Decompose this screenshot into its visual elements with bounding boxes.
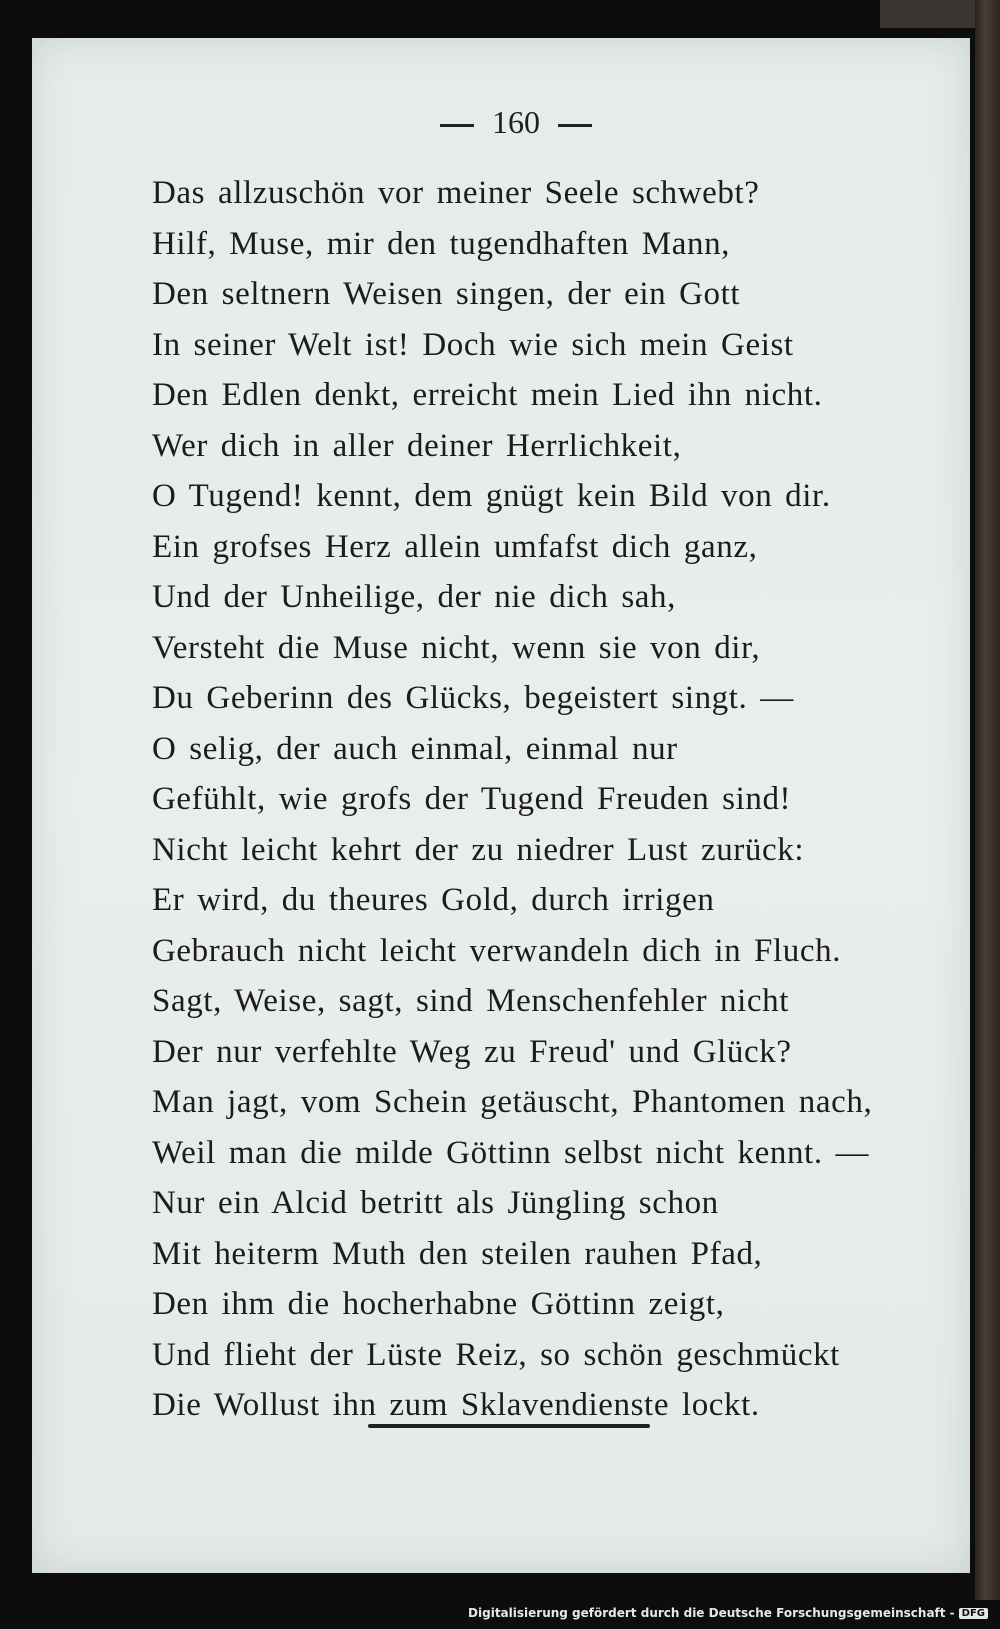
verse-line: Der nur verfehlte Weg zu Freud' und Glück?	[152, 1033, 792, 1070]
verse-line: Sagt, Weise, sagt, sind Menschenfehler nicht	[152, 983, 789, 1019]
verse-line: Du Geberinn des Glücks, begeistert singt. —	[152, 680, 794, 716]
verse-line: Die Wollust ihn zum Sklavendienste lockt.	[152, 1387, 760, 1423]
verse-line: Ein grofses Herz allein umfafst dich ganz,	[152, 528, 758, 565]
book-edge-right	[975, 0, 1000, 1600]
verse-line: Den Edlen denkt, erreicht mein Lied ihn nicht.	[152, 377, 823, 413]
page-number-value: 160	[492, 104, 540, 140]
verse-line: Man jagt, vom Schein getäuscht, Phantomen nach,	[152, 1084, 873, 1120]
verse-line: Gefühlt, wie grofs der Tugend Freuden sind!	[152, 781, 792, 817]
digitization-credit	[468, 1606, 988, 1620]
verse-line: Den ihm die hocherhabne Göttinn zeigt,	[152, 1286, 725, 1322]
verse-line: O selig, der auch einmal, einmal nur	[152, 730, 678, 767]
verse-line: Hilf, Muse, mir den tugendhaften Mann,	[152, 225, 731, 262]
dfg-logo: DFG	[959, 1608, 988, 1619]
verse-line: Er wird, du theures Gold, durch irrigen	[152, 882, 715, 918]
verse-line: Nur ein Alcid betritt als Jüngling schon	[152, 1185, 719, 1221]
verse-line: Wer dich in aller deiner Herrlichkeit,	[152, 427, 682, 464]
verse-line: Gebrauch nicht leicht verwandeln dich in Fluch.	[152, 932, 842, 969]
poem-text	[152, 168, 932, 1431]
verse-line: Den seltnern Weisen singen, der ein Gott	[152, 276, 741, 312]
page-number-dash-right	[558, 124, 592, 127]
page-number-dash-left	[440, 124, 474, 127]
digitization-credit-text: Digitalisierung gefördert durch die Deutsche Forschungsgemeinschaft -	[468, 1606, 955, 1620]
verse-line: Das allzuschön vor meiner Seele schwebt?	[152, 175, 760, 211]
verse-line: Versteht die Muse nicht, wenn sie von dir,	[152, 629, 761, 666]
verse-line: Und der Unheilige, der nie dich sah,	[152, 579, 676, 615]
verse-line: In seiner Welt ist! Doch wie sich mein Geist	[152, 326, 794, 363]
verse-line: Mit heiterm Muth den steilen rauhen Pfad,	[152, 1235, 763, 1272]
page-number	[32, 104, 970, 141]
end-ornament-rule	[368, 1424, 650, 1428]
verse-line: O Tugend! kennt, dem gnügt kein Bild von dir.	[152, 478, 831, 514]
verse-line: Nicht leicht kehrt der zu niedrer Lust zurück:	[152, 831, 805, 868]
verse-line: Und flieht der Lüste Reiz, so schön geschmückt	[152, 1336, 840, 1373]
verse-line: Weil man die milde Göttinn selbst nicht kennt. —	[152, 1134, 870, 1171]
book-page	[32, 38, 970, 1573]
